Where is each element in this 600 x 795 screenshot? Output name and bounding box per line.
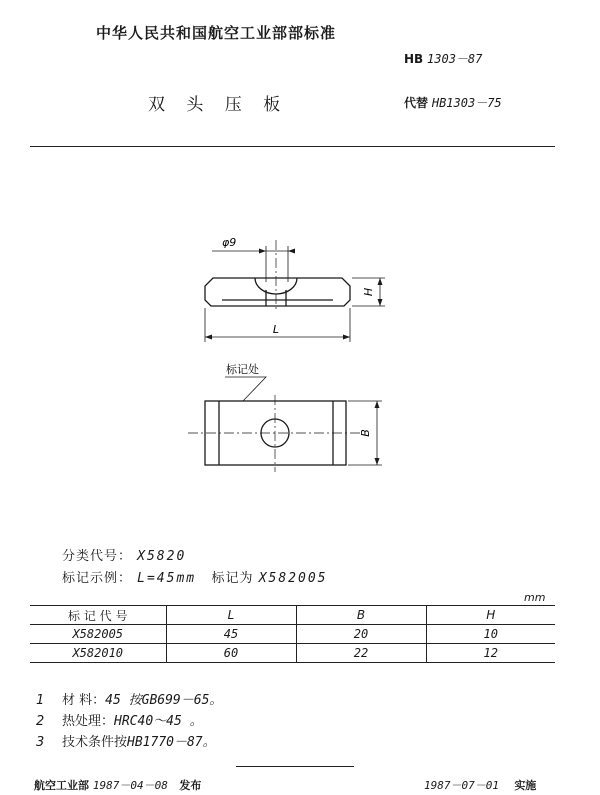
mark-location-label: 标记处 xyxy=(226,363,259,376)
note-label: 材 料： xyxy=(62,693,106,708)
effective-info xyxy=(424,777,536,793)
issuing-organization: 中华人民共和国航空工业部部标准 xyxy=(96,24,337,42)
effective-date: 1987－07－01 xyxy=(424,779,499,792)
plate-outline xyxy=(205,278,350,306)
dimension-table xyxy=(30,605,555,663)
note-item xyxy=(36,711,222,732)
cell-mark-code: X582005 xyxy=(72,627,124,641)
table-row xyxy=(30,625,555,644)
side-view xyxy=(205,240,385,342)
note-value: 45 按GB699－65。 xyxy=(105,693,223,708)
issue-info xyxy=(34,777,201,793)
technical-notes xyxy=(36,690,222,753)
note-number: 2 xyxy=(36,714,45,729)
h-dim-label: H xyxy=(362,287,375,297)
marking-example-value: L=45mm xyxy=(137,571,197,586)
cell-b: 20 xyxy=(296,625,426,644)
footer-rule xyxy=(236,766,354,767)
note-item xyxy=(36,732,222,753)
header-h: H xyxy=(426,606,555,625)
cell-h: 10 xyxy=(426,625,555,644)
issuer: 航空工业部 xyxy=(34,779,89,792)
top-view xyxy=(188,377,382,472)
note-value: HRC40～45 。 xyxy=(114,714,203,729)
cell-b: 22 xyxy=(296,644,426,663)
issue-date: 1987－04－08 xyxy=(92,779,168,792)
note-number: 1 xyxy=(36,693,45,708)
cell-l: 60 xyxy=(166,644,296,663)
replaces-label: 代替 xyxy=(404,96,429,110)
mark-leader xyxy=(225,377,266,401)
marking-example-label: 标记示例： xyxy=(62,571,133,586)
header-b: B xyxy=(296,606,426,625)
table-row xyxy=(30,644,555,663)
phi-dim-label: φ9 xyxy=(222,236,237,249)
note-value: HB1770－87。 xyxy=(127,735,216,750)
note-number: 3 xyxy=(36,735,45,750)
classification-line xyxy=(62,545,186,564)
l-dim-label: L xyxy=(272,323,280,336)
note-label: 热处理： xyxy=(62,714,115,729)
b-dim-label: B xyxy=(359,429,372,437)
unit-label: mm xyxy=(524,591,546,604)
classification-code: X5820 xyxy=(137,549,187,564)
header-l: L xyxy=(166,606,296,625)
note-item xyxy=(36,690,222,711)
note-label: 技术条件按 xyxy=(62,735,128,750)
standard-code: 1303－87 xyxy=(427,52,483,66)
arrowheads xyxy=(205,249,383,340)
classification-label: 分类代号： xyxy=(62,549,133,564)
marking-example-line xyxy=(62,567,327,586)
effective-label: 实施 xyxy=(514,779,537,792)
issue-label: 发布 xyxy=(179,779,202,792)
cell-mark-code: X582010 xyxy=(72,646,124,660)
cell-h: 12 xyxy=(426,644,555,663)
table-header-row xyxy=(30,606,555,625)
standard-prefix: HB xyxy=(404,52,424,66)
marking-as-value: X582005 xyxy=(258,571,328,586)
cell-l: 45 xyxy=(166,625,296,644)
replaces-code: HB1303－75 xyxy=(431,96,502,110)
header-mark-code: 标 记 代 号 xyxy=(68,608,128,623)
marking-as-label: 标记为 xyxy=(211,571,254,586)
document-title: 双 头 压 板 xyxy=(148,95,289,115)
